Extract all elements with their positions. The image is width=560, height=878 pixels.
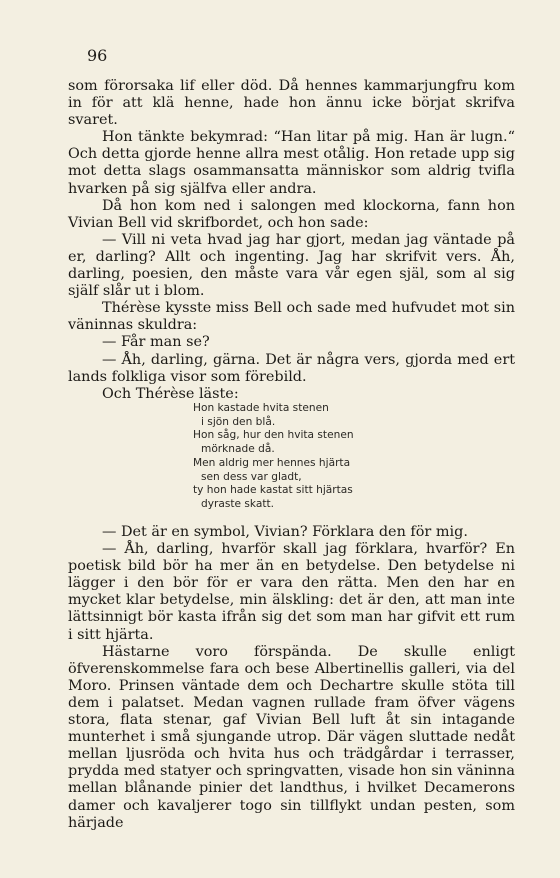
poem-line: Hon kastade hvita stenen bbox=[193, 402, 329, 414]
poem bbox=[193, 402, 354, 512]
poem-line: Men aldrig mer hennes hjärta bbox=[193, 456, 351, 469]
poem-line: i sjön den blå. bbox=[201, 415, 276, 428]
dialogue-line: — Vill ni veta hvad jag har gjort, medan jag väntade på er, darling? Allt och ingenting. Jag har skrifvit vers. Åh, darling, poesien, den måste vara vår egen själ, som al sig själf slår ut i blom. bbox=[68, 231, 515, 300]
paragraph: Hästarne voro förspända. De skulle enligt öfverenskommelse fara och bese Albertinellis galleri, via del Moro. Prinsen väntade dem och Dechartre skulle stöta till dem i palatset. Medan vagnen rullade fram öfver vägens stora, flata stenar, gaf Vivian Bell luft åt sin intagande munterhet i små sjungande utrop. Där vägen sluttade nedåt mellan ljusröda och hvita hus och trädgårdar i terrasser, prydda med statyer och springvatten, visade hon sin väninna mellan blånande pinier det landthus, i hvilket Decamerons damer och kavaljerer togo sin tillflykt undan pesten, som härjade bbox=[68, 643, 515, 831]
poem-line: dyraste skatt. bbox=[201, 497, 275, 510]
paragraph: som förorsaka lif eller död. Då hennes kammarjungfru kom in för att klä henne, hade hon ännu icke börjat skrifva svaret. bbox=[68, 78, 515, 129]
poem-line: sen dess var gladt, bbox=[201, 470, 302, 483]
paragraph: Och Thérèse läste: bbox=[102, 385, 239, 402]
poem-line: mörknade då. bbox=[201, 443, 275, 456]
poem-line: ty hon hade kastat sitt hjärtas bbox=[193, 484, 353, 497]
dialogue-line: — Åh, darling, hvarför skall jag förklara, hvarför? En poetisk bild bör ha mer än en betydelse. Den betydelse ni lägger i den bör för er vara den rätta. Men den har en mycket klar betydelse, min älskling: det är den, att man inte lättsinnigt bör kasta ifrån sig det som man har gifvit ett rum i sitt hjärta. bbox=[68, 541, 515, 643]
paragraph: Då hon kom ned i salongen med klockorna, fann hon Vivian Bell vid skrifbordet, och hon sade: bbox=[68, 197, 515, 231]
dialogue-line: — Det är en symbol, Vivian? Förklara den för mig. bbox=[102, 524, 468, 540]
paragraph: Hon tänkte bekymrad: “Han litar på mig. Han är lugn.“ Och detta gjorde henne allra mest otålig. Hon retade upp sig mot detta slags osammansatta människor som aldrig tvifla hvarken på sig själfva eller andra. bbox=[68, 129, 515, 197]
body-text-bottom bbox=[68, 524, 515, 832]
dialogue-line: — Får man se? bbox=[102, 334, 210, 351]
body-text-top bbox=[68, 78, 515, 403]
poem-line: Hon såg, hur den hvita stenen bbox=[193, 429, 354, 442]
page-number: 96 bbox=[87, 46, 108, 65]
dialogue-line: — Åh, darling, gärna. Det är några vers, gjorda med ert lands folkliga visor som förebild. bbox=[68, 351, 515, 385]
paragraph: Thérèse kysste miss Bell och sade med hufvudet mot sin väninnas skuldra: bbox=[68, 300, 515, 334]
